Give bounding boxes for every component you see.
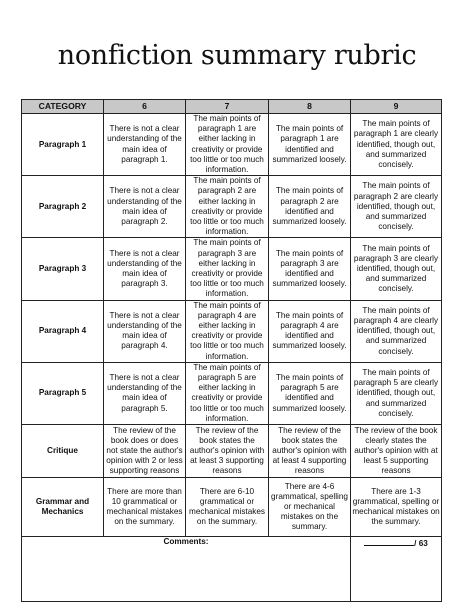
criteria-cell: There are 6-10 grammatical or mechanical mistakes on the summary.	[186, 478, 269, 537]
criteria-cell: There is not a clear understanding of the main idea of paragraph 2.	[104, 176, 186, 238]
criteria-cell: There are 4-6 grammatical, spelling or mechanical mistakes on the summary.	[269, 478, 351, 537]
criteria-cell: The review of the book states the author's opinion with at least 3 supporting reasons	[186, 425, 269, 478]
rubric-table	[21, 99, 442, 602]
criteria-cell: The review of the book does or does not state the author's opinion with 2 or less supporting reasons	[104, 425, 186, 478]
comments-row	[22, 537, 442, 602]
criteria-cell: The review of the book clearly states the author's opinion with at least 5 supporting reasons	[351, 425, 442, 478]
criteria-cell: There is not a clear understanding of the main idea of paragraph 4.	[104, 300, 186, 362]
header-row	[22, 100, 442, 114]
criteria-cell: The main points of paragraph 5 are identified and summarized loosely.	[269, 362, 351, 424]
criteria-cell: There are 1-3 grammatical, spelling or mechanical mistakes on the summary.	[351, 478, 442, 537]
criteria-cell: The main points of paragraph 4 are clearly identified, though out, and summarized concisely.	[351, 300, 442, 362]
category-cell: Paragraph 2	[22, 176, 104, 238]
criteria-cell: The main points of paragraph 3 are clearly identified, though out, and summarized concisely.	[351, 238, 442, 300]
table-row-critique	[22, 425, 442, 478]
category-cell: Paragraph 4	[22, 300, 104, 362]
criteria-cell: The main points of paragraph 3 are either lacking in creativity or provide too little or too much information.	[186, 238, 269, 300]
criteria-cell: The main points of paragraph 2 are identified and summarized loosely.	[269, 176, 351, 238]
table-row-paragraph-1	[22, 114, 442, 176]
criteria-cell: There is not a clear understanding of the main idea of paragraph 1.	[104, 114, 186, 176]
criteria-cell: The main points of paragraph 3 are identified and summarized loosely.	[269, 238, 351, 300]
category-cell: Grammar and Mechanics	[22, 478, 104, 537]
category-cell: Paragraph 5	[22, 362, 104, 424]
criteria-cell: The main points of paragraph 1 are clearly identified, though out, and summarized concisely.	[351, 114, 442, 176]
header-score-6: 6	[104, 100, 186, 114]
criteria-cell: There is not a clear understanding of the main idea of paragraph 3.	[104, 238, 186, 300]
header-score-8: 8	[269, 100, 351, 114]
score-total: / 63	[414, 539, 428, 549]
page-title: nonfiction summary rubric	[57, 40, 417, 71]
criteria-cell: The review of the book states the author's opinion with at least 4 supporting reasons	[269, 425, 351, 478]
criteria-cell: There are more than 10 grammatical or mechanical mistakes on the summary.	[104, 478, 186, 537]
header-category: CATEGORY	[22, 100, 104, 114]
comments-box[interactable]	[22, 537, 351, 602]
criteria-cell: The main points of paragraph 5 are either lacking in creativity or provide too little or too much information.	[186, 362, 269, 424]
criteria-cell: The main points of paragraph 2 are either lacking in creativity or provide too little or too much information.	[186, 176, 269, 238]
table-row-paragraph-3	[22, 238, 442, 300]
category-cell: Paragraph 1	[22, 114, 104, 176]
table-row-paragraph-5	[22, 362, 442, 424]
criteria-cell: The main points of paragraph 4 are either lacking in creativity or provide too little or too much information.	[186, 300, 269, 362]
category-cell: Critique	[22, 425, 104, 478]
criteria-cell: The main points of paragraph 5 are clearly identified, though out, and summarized concisely.	[351, 362, 442, 424]
criteria-cell: There is not a clear understanding of the main idea of paragraph 5.	[104, 362, 186, 424]
header-score-9: 9	[351, 100, 442, 114]
criteria-cell: The main points of paragraph 1 are identified and summarized loosely.	[269, 114, 351, 176]
header-score-7: 7	[186, 100, 269, 114]
criteria-cell: The main points of paragraph 4 are identified and summarized loosely.	[269, 300, 351, 362]
score-blank-line[interactable]	[364, 537, 414, 546]
category-cell: Paragraph 3	[22, 238, 104, 300]
total-score-cell[interactable]	[351, 537, 442, 602]
table-row-paragraph-4	[22, 300, 442, 362]
criteria-cell: The main points of paragraph 2 are clearly identified, though out, and summarized concisely.	[351, 176, 442, 238]
table-row-grammar	[22, 478, 442, 537]
table-row-paragraph-2	[22, 176, 442, 238]
criteria-cell: The main points of paragraph 1 are either lacking in creativity or provide too little or too much information.	[186, 114, 269, 176]
comments-label: Comments:	[163, 537, 209, 547]
